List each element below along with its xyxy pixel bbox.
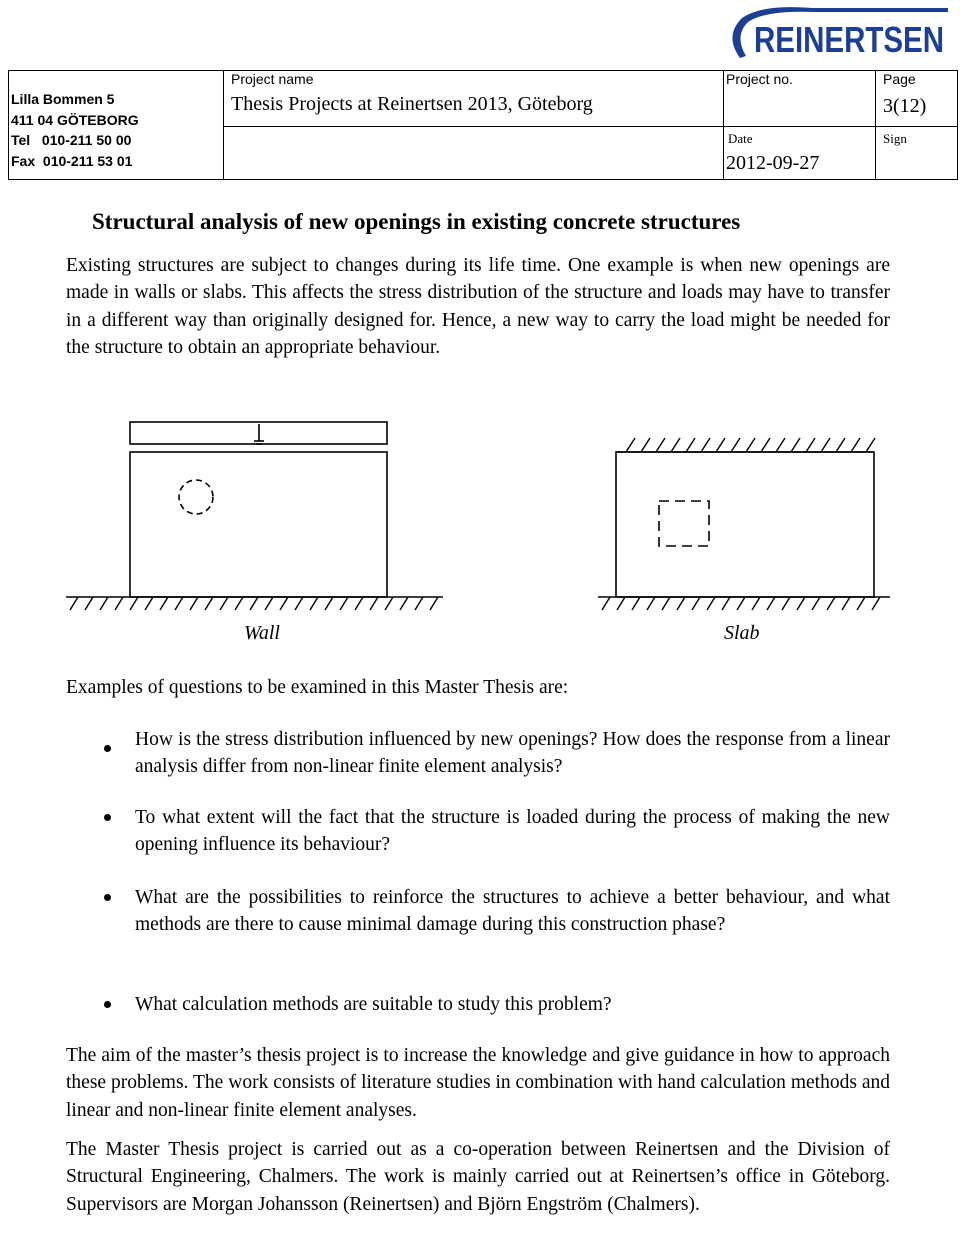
hatch-mark	[692, 597, 700, 610]
slab-panel	[616, 452, 874, 597]
company-address	[11, 89, 139, 171]
bullet-item: To what extent will the fact that the structure is loaded during the process of making the new opening influence its behaviour?	[135, 807, 890, 856]
bullet-dot	[104, 894, 111, 901]
hatch-mark	[722, 597, 730, 610]
hatch-mark	[767, 597, 775, 610]
hatch-mark	[737, 597, 745, 610]
address-line: Tel 010-211 50 00	[11, 132, 132, 148]
hatch-mark	[310, 597, 318, 610]
hatch-mark	[671, 438, 680, 452]
date-value: 2012-09-27	[726, 152, 820, 174]
hatch-mark	[707, 597, 715, 610]
hatch-mark	[821, 438, 830, 452]
hatch-mark	[280, 597, 288, 610]
hatch-mark	[872, 597, 880, 610]
logo-text: REINERTSEN	[754, 19, 944, 60]
sign-label: Sign	[883, 131, 907, 146]
hatch-mark	[160, 597, 168, 610]
bullet-dot	[104, 1001, 111, 1008]
hatch-mark	[130, 597, 138, 610]
hatch-mark	[761, 438, 770, 452]
caption-wall: Wall	[244, 622, 280, 644]
hatch-mark	[205, 597, 213, 610]
page-number: 3(12)	[883, 95, 927, 117]
hatch-mark	[85, 597, 93, 610]
hatch-mark	[752, 597, 760, 610]
hatch-mark	[220, 597, 228, 610]
hatch-mark	[235, 597, 243, 610]
project-no-label: Project no.	[726, 71, 793, 87]
hatch-mark	[641, 438, 650, 452]
hatch-mark	[115, 597, 123, 610]
hatch-mark	[812, 597, 820, 610]
wall-slab-figure	[0, 410, 960, 650]
hatch-mark	[265, 597, 273, 610]
hatch-mark	[602, 597, 610, 610]
hatch-mark	[647, 597, 655, 610]
hatch-mark	[190, 597, 198, 610]
hatch-mark	[100, 597, 108, 610]
wall-panel	[130, 452, 387, 597]
hatch-mark	[677, 597, 685, 610]
hatch-mark	[415, 597, 423, 610]
hatch-mark	[851, 438, 860, 452]
hatch-mark	[857, 597, 865, 610]
hatch-mark	[782, 597, 790, 610]
hatch-mark	[827, 597, 835, 610]
document-header	[8, 70, 958, 180]
cooperation-paragraph: The Master Thesis project is carried out as a co-operation between Reinertsen and the Division of Structural Engineering, Chalmers. The work is mainly carried out at Reinertsen’s office in Göteborg. Supervisors are Morgan Johansson (Reinertsen) and Björn Engström (Chalmers).	[66, 1139, 890, 1215]
bullet-item: What are the possibilities to reinforce the structures to achieve a better behaviour, and what methods are there to cause minimal damage during this construction phase?	[135, 887, 890, 936]
hatch-mark	[842, 597, 850, 610]
hatch-mark	[866, 438, 875, 452]
hatch-mark	[250, 597, 258, 610]
hatch-mark	[797, 597, 805, 610]
hatch-mark	[701, 438, 710, 452]
hatch-mark	[731, 438, 740, 452]
questions-intro: Examples of questions to be examined in this Master Thesis are:	[66, 677, 569, 698]
hatch-mark	[656, 438, 665, 452]
hatch-mark	[175, 597, 183, 610]
hatch-mark	[340, 597, 348, 610]
bullet-item: How is the stress distribution influenced by new openings? How does the response from a linear analysis differ from non-linear finite element analysis?	[135, 729, 890, 778]
bullet-item: What calculation methods are suitable to study this problem?	[135, 994, 612, 1015]
hatch-mark	[430, 597, 438, 610]
date-label: Date	[728, 131, 753, 146]
hatch-mark	[400, 597, 408, 610]
address-line: Fax 010-211 53 01	[11, 152, 133, 169]
hatch-mark	[295, 597, 303, 610]
square-opening	[659, 501, 709, 546]
intro-paragraph: Existing structures are subject to changes during its life time. One example is when new openings are made in walls or slabs. This affects the stress distribution of the structure and loads may have to transfer in a different way than originally designed for. Hence, a new way to carry the load might be needed for the structure to obtain an appropriate behaviour.	[66, 255, 890, 358]
aim-paragraph: The aim of the master’s thesis project is to increase the knowledge and give guidance in how to approach these problems. The work consists of literature studies in combination with hand calculation methods and linear and non-linear finite element analyses.	[66, 1045, 890, 1121]
address-line: Lilla Bommen 5	[11, 91, 115, 107]
circular-opening	[179, 480, 213, 514]
hatch-mark	[70, 597, 78, 610]
document-title: Structural analysis of new openings in existing concrete structures	[92, 209, 741, 234]
hatch-mark	[385, 597, 393, 610]
page-label: Page	[883, 71, 916, 87]
hatch-mark	[145, 597, 153, 610]
caption-slab: Slab	[724, 622, 760, 644]
hatch-mark	[325, 597, 333, 610]
hatch-mark	[662, 597, 670, 610]
hatch-mark	[776, 438, 785, 452]
hatch-mark	[355, 597, 363, 610]
hatch-mark	[370, 597, 378, 610]
bullet-dot	[104, 814, 111, 821]
reinertsen-logo	[722, 6, 948, 64]
hatch-mark	[806, 438, 815, 452]
bullet-dot	[104, 745, 111, 752]
hatch-mark	[617, 597, 625, 610]
hatch-mark	[632, 597, 640, 610]
project-name-label: Project name	[231, 71, 314, 87]
hatch-mark	[716, 438, 725, 452]
hatch-mark	[791, 438, 800, 452]
hatch-mark	[626, 438, 635, 452]
hatch-mark	[686, 438, 695, 452]
hatch-mark	[746, 438, 755, 452]
address-line: 411 04 GÖTEBORG	[11, 111, 139, 128]
project-name: Thesis Projects at Reinertsen 2013, Göteborg	[231, 93, 593, 115]
hatch-mark	[836, 438, 845, 452]
